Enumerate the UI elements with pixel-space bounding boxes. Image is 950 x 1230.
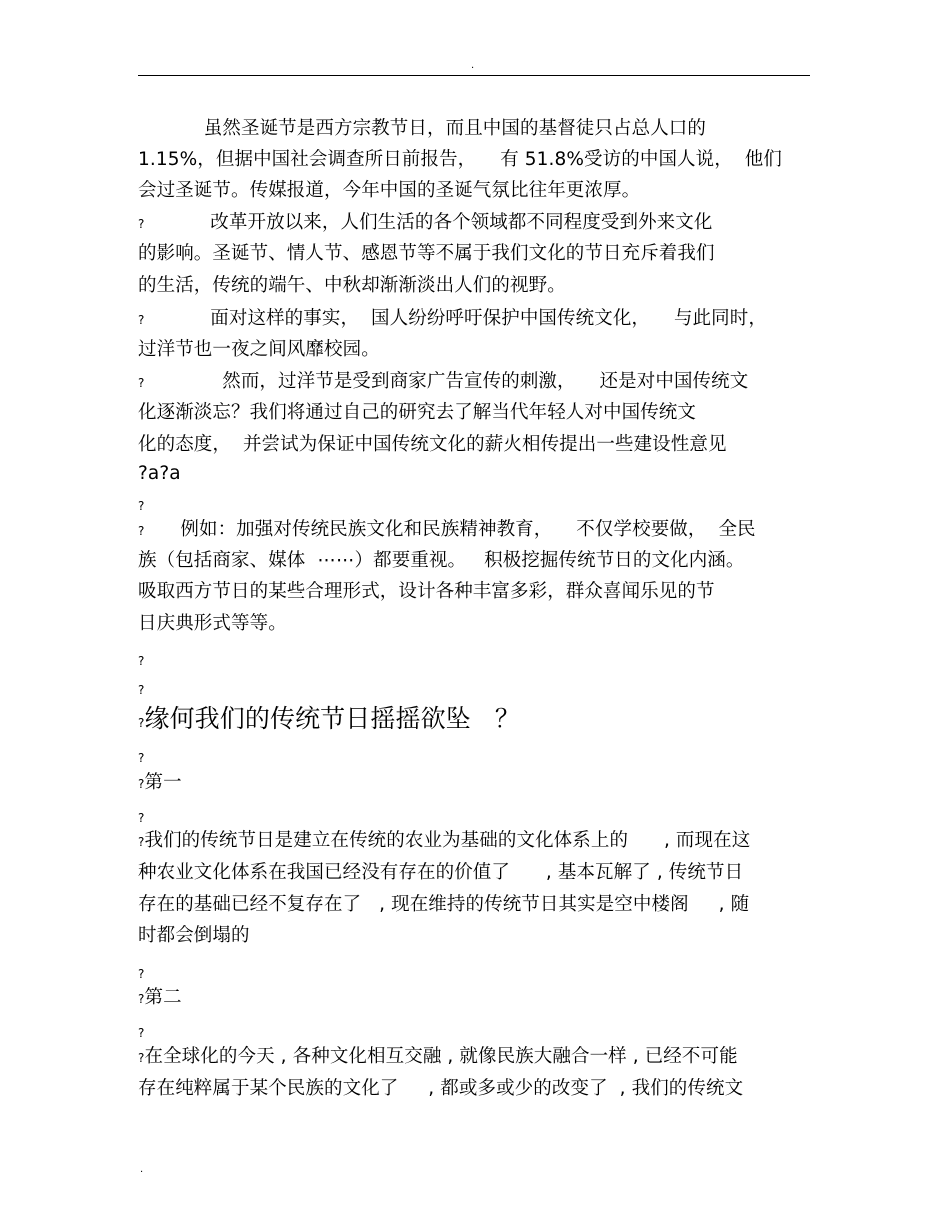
paragraph-line: 种农业文化体系在我国已经没有存在的价值了 , 基本瓦解了 , 传统节日 [138,862,744,883]
footer-mark: . [140,1164,144,1175]
paragraph-line [138,829,750,854]
paragraph-line [138,211,712,236]
paragraph-line: 日庆典形式等等。 [138,613,287,634]
paragraph-text: 我们的传统节日是建立在传统的农业为基础的文化体系上的 , 而现在这 [144,830,751,851]
bullet-mark: ? [138,313,145,327]
paragraph-text: 改革开放以来，人们生活的各个领域都不同程度受到外来文化 [144,212,713,233]
header-mark: . [471,60,475,71]
bullet-mark: ? [138,217,145,231]
paragraph-line: 会过圣诞节。传媒报道，今年中国的圣诞气氛比往年更浓厚。 [138,180,641,201]
paragraph-line: 时都会倒塌的 [138,925,250,946]
paragraph-line: 的影响。圣诞节、情人节、感恩节等不属于我们文化的节日充斥着我们 [138,243,715,264]
bullet-mark: ? [138,751,145,765]
bullet-mark: ? [138,992,145,1006]
paragraph-line [138,518,756,543]
bullet-mark: ? [138,683,145,697]
paragraph-line: 吸取西方节日的某些合理形式，设计各种丰富多彩，群众喜闻乐见的节 [138,581,715,602]
section-heading [138,704,520,738]
paragraph-line [138,1045,738,1070]
bullet-mark: ? [138,376,145,390]
heading-text: 缘何我们的传统节日摇摇欲坠 ？ [144,704,521,733]
paragraph-text: 在全球化的今天 , 各种文化相互交融 , 就像民族大融合一样 , 已经不可能 [144,1046,738,1067]
paragraph-text: 例如：加强对传统民族文化和民族精神教育， 不仅学校要做， 全民 [144,519,756,540]
bullet-mark: ? [138,1026,145,1040]
subheading-line [138,771,182,796]
paragraph-line: 存在的基础已经不复存在了 , 现在维持的传统节日其实是空中楼阁 , 随 [138,894,750,915]
paragraph-line: 过洋节也一夜之间风靡校园。 [138,339,380,360]
bullet-mark: ? [138,967,145,981]
paragraph-line [138,370,748,395]
subheading-text: 第一 [144,772,182,793]
bullet-mark: ? [138,654,145,668]
paragraph-line: 族（包括商家、媒体 ⋯⋯）都要重视。 积极挖掘传统节日的文化内涵。 [138,550,745,571]
paragraph-text: 面对这样的事实， 国人纷纷呼吁保护中国传统文化， 与此同时， [144,308,767,329]
bullet-mark: ? [138,777,145,791]
bullet-mark: ? [138,524,145,538]
bullet-mark: ? [138,716,145,730]
subheading-line [138,986,182,1011]
paragraph-line: 1.15%，但据中国社会调查所日前报告， 有 51.8%受访的中国人说， 他们 [138,149,783,170]
paragraph-line: 化的态度， 并尝试为保证中国传统文化的薪火相传提出一些建设性意见 [138,434,727,455]
paragraph-line: 化逐渐淡忘？我们将通过自己的研究去了解当代年轻人对中国传统文 [138,402,697,423]
paragraph-line: 存在纯粹属于某个民族的文化了 , 都或多或少的改变了 , 我们的传统文 [138,1078,744,1099]
paragraph-line [138,307,767,332]
header-rule [138,75,810,76]
paragraph-line: 的生活，传统的端午、中秋却渐渐淡出人们的视野。 [138,275,566,296]
bullet-mark: ? [138,811,145,825]
bullet-mark: ? [138,835,145,849]
subheading-text: 第二 [144,987,182,1008]
bullet-mark: ? [138,499,145,513]
paragraph-line: 虽然圣诞节是西方宗教节日，而且中国的基督徒只占总人口的 [138,118,706,139]
bullet-mark: ? [138,1051,145,1065]
paragraph-text: 然而，过洋节是受到商家广告宣传的刺激， 还是对中国传统文 [144,371,749,392]
paragraph-line: ?a?a [138,463,181,484]
